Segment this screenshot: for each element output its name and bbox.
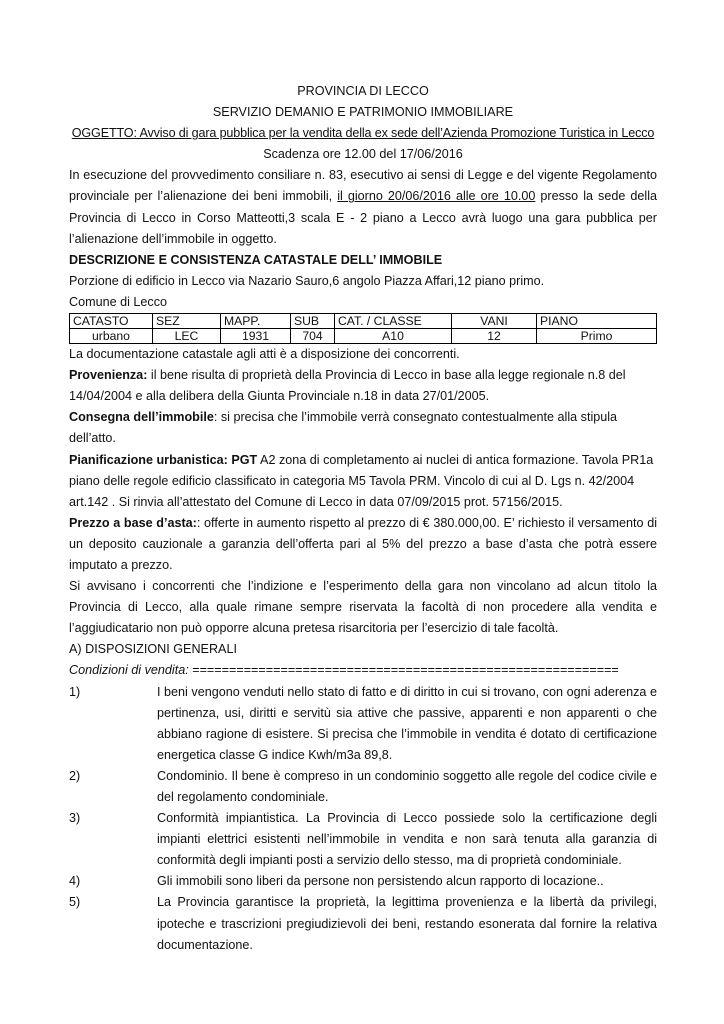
consegna-paragraph [69, 407, 657, 449]
table-header-cell: CAT. / CLASSE [335, 314, 452, 329]
list-item-text: Condominio. Il bene è compreso in un condominio soggetto alle regole del codice civile e del regolamento condominiale. [157, 768, 657, 804]
scadenza-line: Scadenza ore 12.00 del 17/06/2016 [263, 147, 463, 162]
porzione-line: Porzione di edificio in Lecco via Nazario Sauro,6 angolo Piazza Affari,12 piano primo. [69, 273, 545, 288]
list-item-text: La Provincia garantisce la proprietà, la legittima provenienza e la libertà da privilegi, ipoteche e trascrizioni pregiudizievoli dei beni, restando esonerata dal fornire la relativa documentazione. [157, 895, 657, 952]
pianificazione-text: A2 zona di completamento ai nuclei di antica formazione. Tavola PR1a piano delle regole edificio classificato in categoria M5 Tavola PRM. Vincolo di cui al D. Lgs n. 42/2004 art.142 . Si rinvia all’attestato del Comune di Lecco in data 07/09/2015 prot. 57156/2015. [69, 452, 654, 509]
table-header-cell: SEZ [153, 314, 221, 329]
table-cell: Primo [537, 329, 657, 344]
disposizioni-heading: A) DISPOSIZIONI GENERALI [69, 642, 237, 657]
comune-line: Comune di Lecco [69, 294, 168, 309]
provenienza-paragraph [69, 365, 657, 407]
table-row [70, 329, 657, 344]
list-item [69, 766, 657, 808]
table-header-cell: MAPP. [221, 314, 291, 329]
list-item-number: 1) [69, 684, 81, 699]
list-item [69, 808, 657, 871]
condizioni-line [69, 660, 657, 681]
intro-part1: In esecuzione del provvedimento consiliare n. 83, esecutivo ai sensi di Legge e del vigente Regolamento provinciale per l’alienazione dei beni immobili, [69, 168, 657, 204]
condizioni-label: Condizioni di vendita: [69, 663, 189, 678]
avviso-paragraph: Si avvisano i concorrenti che l’indizione e l’esperimento della gara non vincolano ad alcun titolo la Provincia di Lecco, alla quale rimane sempre riservata la facoltà di non procedere alla vendita e l’aggiudicatario non può opporre alcuna pretesa risarcitoria per l’esercizio di tale facoltà. [69, 579, 657, 636]
list-item [69, 871, 657, 892]
table-cell: urbano [70, 329, 153, 344]
condizioni-separator: ========================================================== [188, 663, 619, 678]
table-cell: 12 [452, 329, 537, 344]
table-cell: 1931 [221, 329, 291, 344]
list-item [69, 892, 657, 955]
documentazione-line: La documentazione catastale agli atti è a disposizione dei concorrenti. [69, 347, 460, 362]
consegna-text: : si precisa che l’immobile verrà consegnato contestualmente alla stipula dell’atto. [69, 410, 618, 446]
catasto-table [69, 313, 657, 344]
table-cell: 704 [291, 329, 335, 344]
list-item-number: 3) [69, 811, 81, 826]
table-header-cell: CATASTO [70, 314, 153, 329]
table-header-cell: VANI [452, 314, 537, 329]
header-title: PROVINCIA DI LECCO [297, 84, 429, 98]
descrizione-heading: DESCRIZIONE E CONSISTENZA CATASTALE DELL’ IMMOBILE [69, 252, 443, 267]
header-service: SERVIZIO DEMANIO E PATRIMONIO IMMOBILIARE [212, 105, 514, 120]
list-item-number: 5) [69, 895, 81, 910]
list-item [69, 682, 657, 766]
pianificazione-paragraph [69, 450, 657, 513]
table-cell: LEC [153, 329, 221, 344]
table-header-cell: SUB [291, 314, 335, 329]
list-item-text: I beni vengono venduti nello stato di fatto e di diritto in cui si trovano, con ogni aderenza e pertinenza, usi, diritti e servitù sia attive che passive, apparenti e non apparenti o che abbiano ragione di esistere. Si precisa che l’immobile in vendita é dotato di certificazione energetica classe G indice Kwh/m3a 89,8. [157, 684, 657, 762]
table-cell: A10 [335, 329, 452, 344]
table-header-row [70, 314, 657, 329]
prezzo-label: Prezzo a base d’asta: [69, 515, 197, 530]
pianificazione-label: Pianificazione urbanistica: PGT [69, 452, 258, 467]
consegna-label: Consegna dell’immobile [69, 410, 214, 425]
provenienza-label: Provenienza: [69, 368, 148, 383]
prezzo-paragraph [69, 513, 657, 576]
list-item-number: 2) [69, 768, 81, 783]
table-header-cell: PIANO [537, 314, 657, 329]
list-item-number: 4) [69, 874, 81, 889]
oggetto-line: OGGETTO: Avviso di gara pubblica per la vendita della ex sede dell’Azienda Promozione Turistica in Lecco [71, 126, 655, 141]
document-page [69, 81, 657, 956]
list-item-text: Conformità impiantistica. La Provincia di Lecco possiede solo la certificazione degli impianti elettrici esistenti nell’immobile in vendita e non sarà tenuta alla garanzia di conformità degli impianti posti a servizio dello stesso, ma di proprietà condominiale. [157, 811, 657, 868]
provenienza-text: il bene risulta di proprietà della Provincia di Lecco in base alla legge regionale n.8 del 14/04/2004 e alla delibera della Giunta Provinciale n.18 in data 27/01/2005. [69, 368, 626, 404]
intro-paragraph [69, 165, 657, 249]
list-item-text: Gli immobili sono liberi da persone non persistendo alcun rapporto di locazione.. [157, 874, 604, 889]
intro-part2: presso la sede della Provincia di Lecco in Corso Matteotti,3 scala E - 2 piano a Lecco avrà luogo una gara pubblica per l’alienazione dell’immobile in oggetto. [69, 189, 657, 246]
intro-date: il giorno 20/06/2016 alle ore 10.00 [337, 189, 536, 204]
prezzo-text: : offerte in aumento rispetto al prezzo di € 380.000,00. E’ richiesto il versamento di un deposito cauzionale a garanzia dell’offerta pari al 5% del prezzo a base d’asta che potrà essere imputato a prezzo. [69, 515, 658, 572]
